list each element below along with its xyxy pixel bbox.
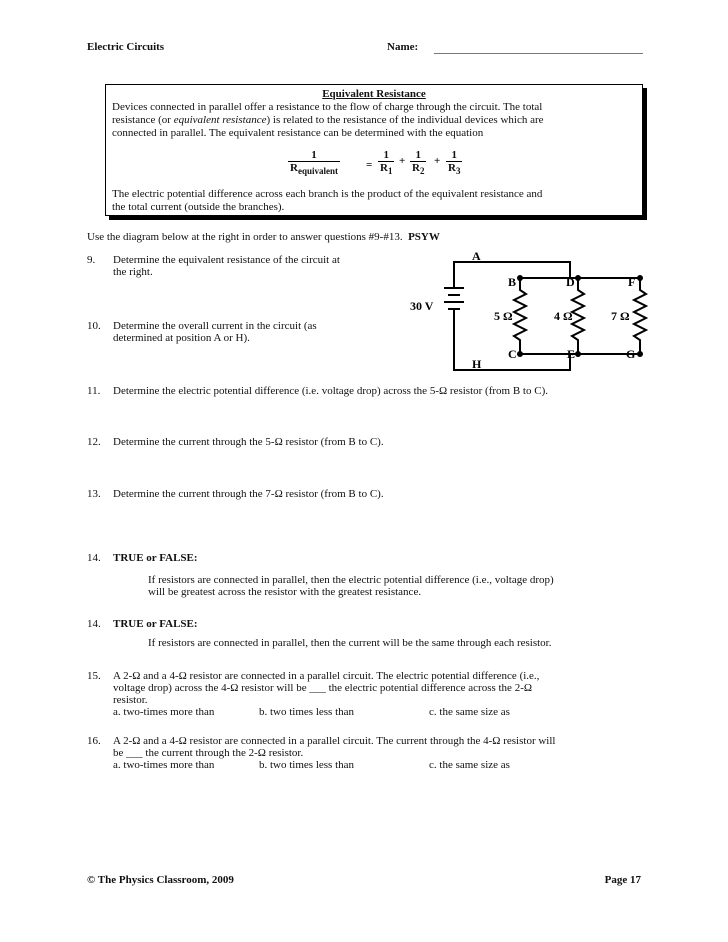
question-12-text: Determine the current through the 5-Ω resistor (from B to C).: [113, 436, 384, 448]
equation-term-1-numerator: 1: [383, 149, 389, 161]
question-9-number: 9.: [87, 254, 96, 266]
question-13-text: Determine the current through the 7-Ω resistor (from B to C).: [113, 488, 384, 500]
node-b: [517, 275, 523, 281]
question-15-choice-b[interactable]: b. two times less than: [259, 706, 355, 718]
box-p1-line1: Devices connected in parallel offer a resistance to the flow of charge through the circuit. The total: [112, 101, 543, 113]
question-15-line3: resistor.: [113, 694, 148, 706]
label-h: H: [472, 357, 482, 371]
question-16-choices: [113, 759, 653, 771]
battery-voltage-label: 30 V: [410, 299, 434, 313]
question-9-text: [113, 254, 340, 278]
name-label: Name:: [387, 41, 419, 53]
question-11: [87, 385, 647, 399]
node-g: [637, 351, 643, 357]
equation-plus-2: +: [434, 155, 441, 167]
box-p1-line2-emphasis: equivalent resistance: [173, 114, 267, 126]
question-10-line2: determined at position A or H).: [113, 332, 250, 344]
box-p1-line2-a: resistance (or: [112, 114, 174, 126]
equation-lhs-denominator: $R_{equivalent}$: [290, 162, 338, 177]
box-p2-line2: the total current (outside the branches).: [112, 201, 285, 213]
question-14b-number: 14.: [87, 618, 101, 630]
header-title: Electric Circuits: [87, 41, 165, 53]
question-15-choices: [113, 706, 653, 718]
question-11-number: 11.: [87, 385, 101, 397]
question-16-choice-c[interactable]: c. the same size as: [429, 759, 510, 771]
question-12-number: 12.: [87, 436, 101, 448]
parallel-circuit-diagram: [408, 248, 652, 372]
node-d: [575, 275, 581, 281]
label-b: B: [508, 275, 517, 289]
node-f: [637, 275, 643, 281]
equation-lhs-numerator: 1: [311, 149, 317, 161]
resistor-4-ohm: [572, 278, 584, 354]
question-14a-line2: will be greatest across the resistor with the greatest resistance.: [148, 586, 422, 598]
question-12: [87, 436, 647, 450]
intro-psyw: PSYW: [408, 231, 440, 243]
equivalent-resistance-box: [105, 84, 643, 216]
question-15-line2: voltage drop) across the 4-Ω resistor will be ___ the electric potential difference across the 2-Ω: [113, 682, 533, 694]
intro-sentence: Use the diagram below at the right in order to answer questions #9-#13.: [87, 231, 403, 243]
question-16-choice-b[interactable]: b. two times less than: [259, 759, 355, 771]
resistor-5-ohm: [514, 278, 526, 354]
question-15-choice-c[interactable]: c. the same size as: [429, 706, 510, 718]
question-15-choice-a[interactable]: a. two-times more than: [113, 706, 215, 718]
question-15-line1: A 2-Ω and a 4-Ω resistor are connected in a parallel circuit. The electric potential difference (i.e.,: [113, 670, 540, 682]
question-9: [87, 254, 397, 280]
question-14-true-false-b: [87, 618, 387, 632]
question-14-true-false-a: [87, 552, 387, 566]
footer-page-number: Page 17: [604, 874, 641, 886]
equation-plus-1: +: [399, 155, 406, 167]
question-14a-statement: [148, 574, 648, 598]
label-e: E: [567, 347, 576, 361]
box-p1-line2-b: ) is related to the resistance of the individual devices which are: [266, 114, 544, 126]
box-paragraph-1: [112, 101, 632, 140]
resistor-7-ohm: [634, 278, 646, 354]
equation-term-1: [378, 149, 394, 178]
question-10-line1: Determine the overall current in the circuit (as: [113, 320, 317, 332]
question-10-text: [113, 320, 317, 344]
resistor-5-label: 5 Ω: [494, 309, 513, 323]
equation-term-3-denominator: $R_3$: [448, 162, 461, 177]
question-16-number: 16.: [87, 735, 101, 747]
resistor-4-label: 4 Ω: [554, 309, 573, 323]
equation-term-2-numerator: 1: [415, 149, 421, 161]
name-blank-line[interactable]: [434, 53, 643, 54]
question-10-number: 10.: [87, 320, 101, 332]
box-p1-line3: connected in parallel. The equivalent resistance can be determined with the equation: [112, 127, 484, 139]
question-14a-number: 14.: [87, 552, 101, 564]
label-c: C: [508, 347, 517, 361]
box-p1-line2: [112, 114, 632, 127]
equation-equals: =: [366, 159, 373, 171]
question-9-line1: Determine the equivalent resistance of the circuit at: [113, 254, 340, 266]
node-c: [517, 351, 523, 357]
label-d: D: [566, 275, 575, 289]
question-16-text: [113, 735, 653, 771]
question-9-line2: the right.: [113, 266, 153, 278]
equation-term-2-denominator: $R_2$: [412, 162, 425, 177]
equation-term-3: [446, 149, 462, 178]
question-14b-line1: If resistors are connected in parallel, then the current will be the same through each resistor.: [148, 637, 552, 649]
box-paragraph-2: [112, 188, 632, 214]
question-15-text: [113, 670, 653, 718]
label-a: A: [472, 249, 481, 263]
resistor-7-label: 7 Ω: [611, 309, 630, 323]
question-14a-true-false-label[interactable]: TRUE or FALSE:: [113, 552, 198, 564]
equation-term-3-numerator: 1: [451, 149, 457, 161]
intro-text: [87, 231, 440, 243]
question-13-number: 13.: [87, 488, 101, 500]
question-13: [87, 488, 647, 502]
box-p2-line1: The electric potential difference across each branch is the product of the equivalent resistance and: [112, 188, 543, 200]
question-15-number: 15.: [87, 670, 101, 682]
question-16-choice-a[interactable]: a. two-times more than: [113, 759, 215, 771]
question-16-line2: be ___ the current through the 2-Ω resistor.: [113, 747, 304, 759]
question-15: [87, 670, 647, 722]
equation-lhs: [288, 149, 340, 178]
label-f: F: [628, 275, 636, 289]
question-14b-true-false-label[interactable]: TRUE or FALSE:: [113, 618, 198, 630]
equation-term-2: [410, 149, 426, 178]
node-e: [575, 351, 581, 357]
question-10: [87, 320, 397, 346]
question-16-line1: A 2-Ω and a 4-Ω resistor are connected in a parallel circuit. The current through the 4-Ω resistor will: [113, 735, 556, 747]
box-title: Equivalent Resistance: [322, 88, 426, 100]
label-g: G: [626, 347, 636, 361]
question-14a-line1: If resistors are connected in parallel, then the electric potential difference (i.e., voltage drop): [148, 574, 554, 586]
equation-term-1-denominator: $R_1$: [380, 162, 393, 177]
question-14b-statement: [148, 637, 648, 649]
question-16: [87, 735, 647, 775]
footer-copyright: © The Physics Classroom, 2009: [87, 874, 234, 886]
question-11-text: Determine the electric potential difference (i.e. voltage drop) across the 5-Ω resistor (from B to C).: [113, 385, 548, 397]
